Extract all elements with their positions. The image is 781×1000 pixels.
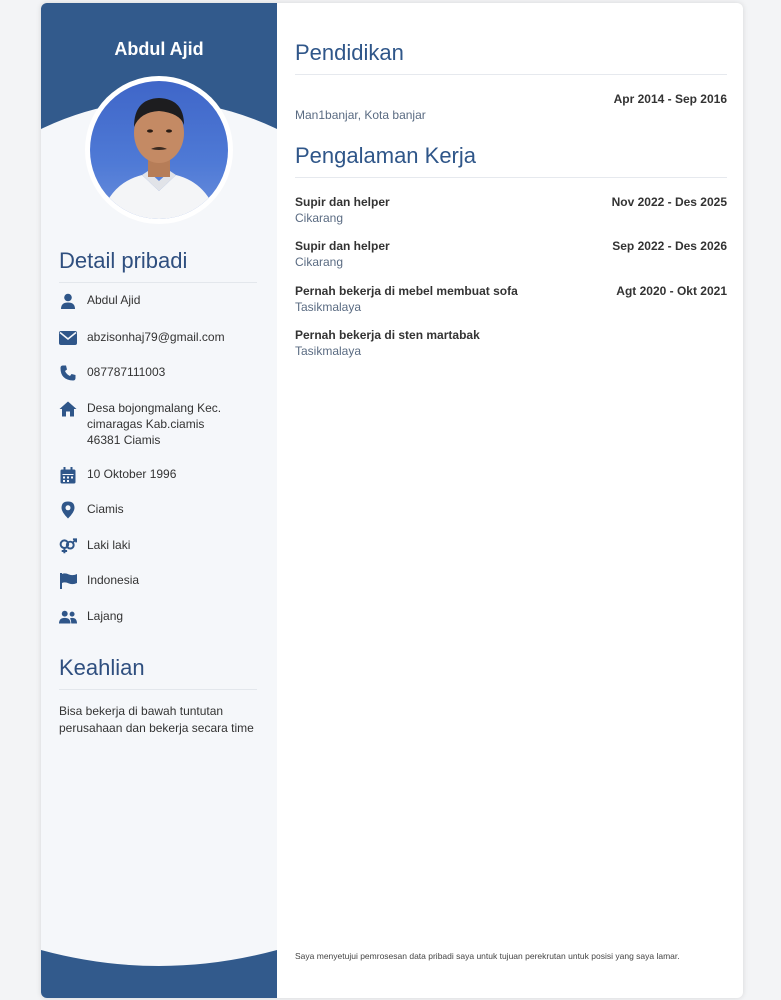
- entry-date: Sep 2022 - Des 2026: [612, 239, 727, 253]
- flag-icon: [59, 572, 77, 590]
- detail-item-birthdate: [59, 466, 259, 484]
- profile-photo: [85, 76, 233, 224]
- experience-entry: [295, 195, 727, 225]
- user-icon: [59, 292, 77, 310]
- skills-text: Bisa bekerja di bawah tuntutan perusahaan dan bekerja secara time: [59, 704, 254, 735]
- entry-role: Pernah bekerja di mebel membuat sofa: [295, 284, 518, 298]
- detail-text: Indonesia: [87, 573, 140, 587]
- education-section-title: Pendidikan: [295, 40, 727, 75]
- entry-place: Tasikmalaya: [295, 300, 362, 314]
- entry-place: Cikarang: [295, 255, 344, 269]
- entry-date: Apr 2014 - Sep 2016: [613, 92, 727, 106]
- experience-entry: [295, 284, 727, 314]
- detail-item-marital-status: [59, 608, 259, 626]
- calendar-icon: [59, 466, 77, 484]
- sidebar-footer-shape: [41, 950, 277, 998]
- detail-text: 10 Oktober 1996: [87, 467, 177, 481]
- detail-section-title: Detail pribadi: [59, 248, 257, 283]
- main-content: [295, 3, 727, 998]
- experience-section-title: Pengalaman Kerja: [295, 143, 727, 178]
- detail-item-location: [59, 501, 259, 519]
- detail-text: abzisonhaj79@gmail.com: [87, 330, 225, 344]
- detail-text: Lajang: [87, 609, 124, 623]
- entry-place: Man1banjar, Kota banjar: [295, 108, 426, 122]
- profile-name: Abdul Ajid: [114, 39, 204, 59]
- entry-place: Tasikmalaya: [295, 344, 362, 358]
- detail-text: Laki laki: [87, 538, 131, 552]
- detail-text: Desa bojongmalang Kec. cimaragas Kab.ciamis 46381 Ciamis: [87, 401, 222, 447]
- education-entry: [295, 92, 727, 122]
- detail-text: 087787111003: [87, 365, 166, 379]
- detail-text: Abdul Ajid: [87, 293, 141, 307]
- detail-item-phone: [59, 364, 259, 382]
- entry-role: Supir dan helper: [295, 239, 390, 253]
- detail-item-address: [59, 400, 259, 448]
- detail-item-gender: [59, 537, 259, 555]
- gender-icon: [59, 537, 77, 555]
- entry-place: Cikarang: [295, 211, 344, 225]
- resume-page: [41, 3, 743, 998]
- detail-item-name: [59, 292, 259, 310]
- entry-role: Supir dan helper: [295, 195, 390, 209]
- consent-text: Saya menyetujui pemrosesan data pribadi saya untuk tujuan perekrutan untuk posisi yang saya lamar.: [295, 951, 680, 961]
- detail-item-nationality: [59, 572, 259, 590]
- phone-icon: [59, 364, 77, 382]
- entry-role: Pernah bekerja di sten martabak: [295, 328, 480, 342]
- detail-item-email: [59, 329, 259, 347]
- skills-section-title: Keahlian: [59, 655, 257, 690]
- home-icon: [59, 400, 77, 418]
- detail-text: Ciamis: [87, 502, 124, 516]
- experience-entry: [295, 328, 727, 358]
- envelope-icon: [59, 329, 77, 347]
- experience-entry: [295, 239, 727, 269]
- map-pin-icon: [59, 501, 77, 519]
- users-icon: [59, 608, 77, 626]
- sidebar: [41, 3, 277, 998]
- entry-date: Nov 2022 - Des 2025: [611, 195, 727, 209]
- entry-date: Agt 2020 - Okt 2021: [616, 284, 727, 298]
